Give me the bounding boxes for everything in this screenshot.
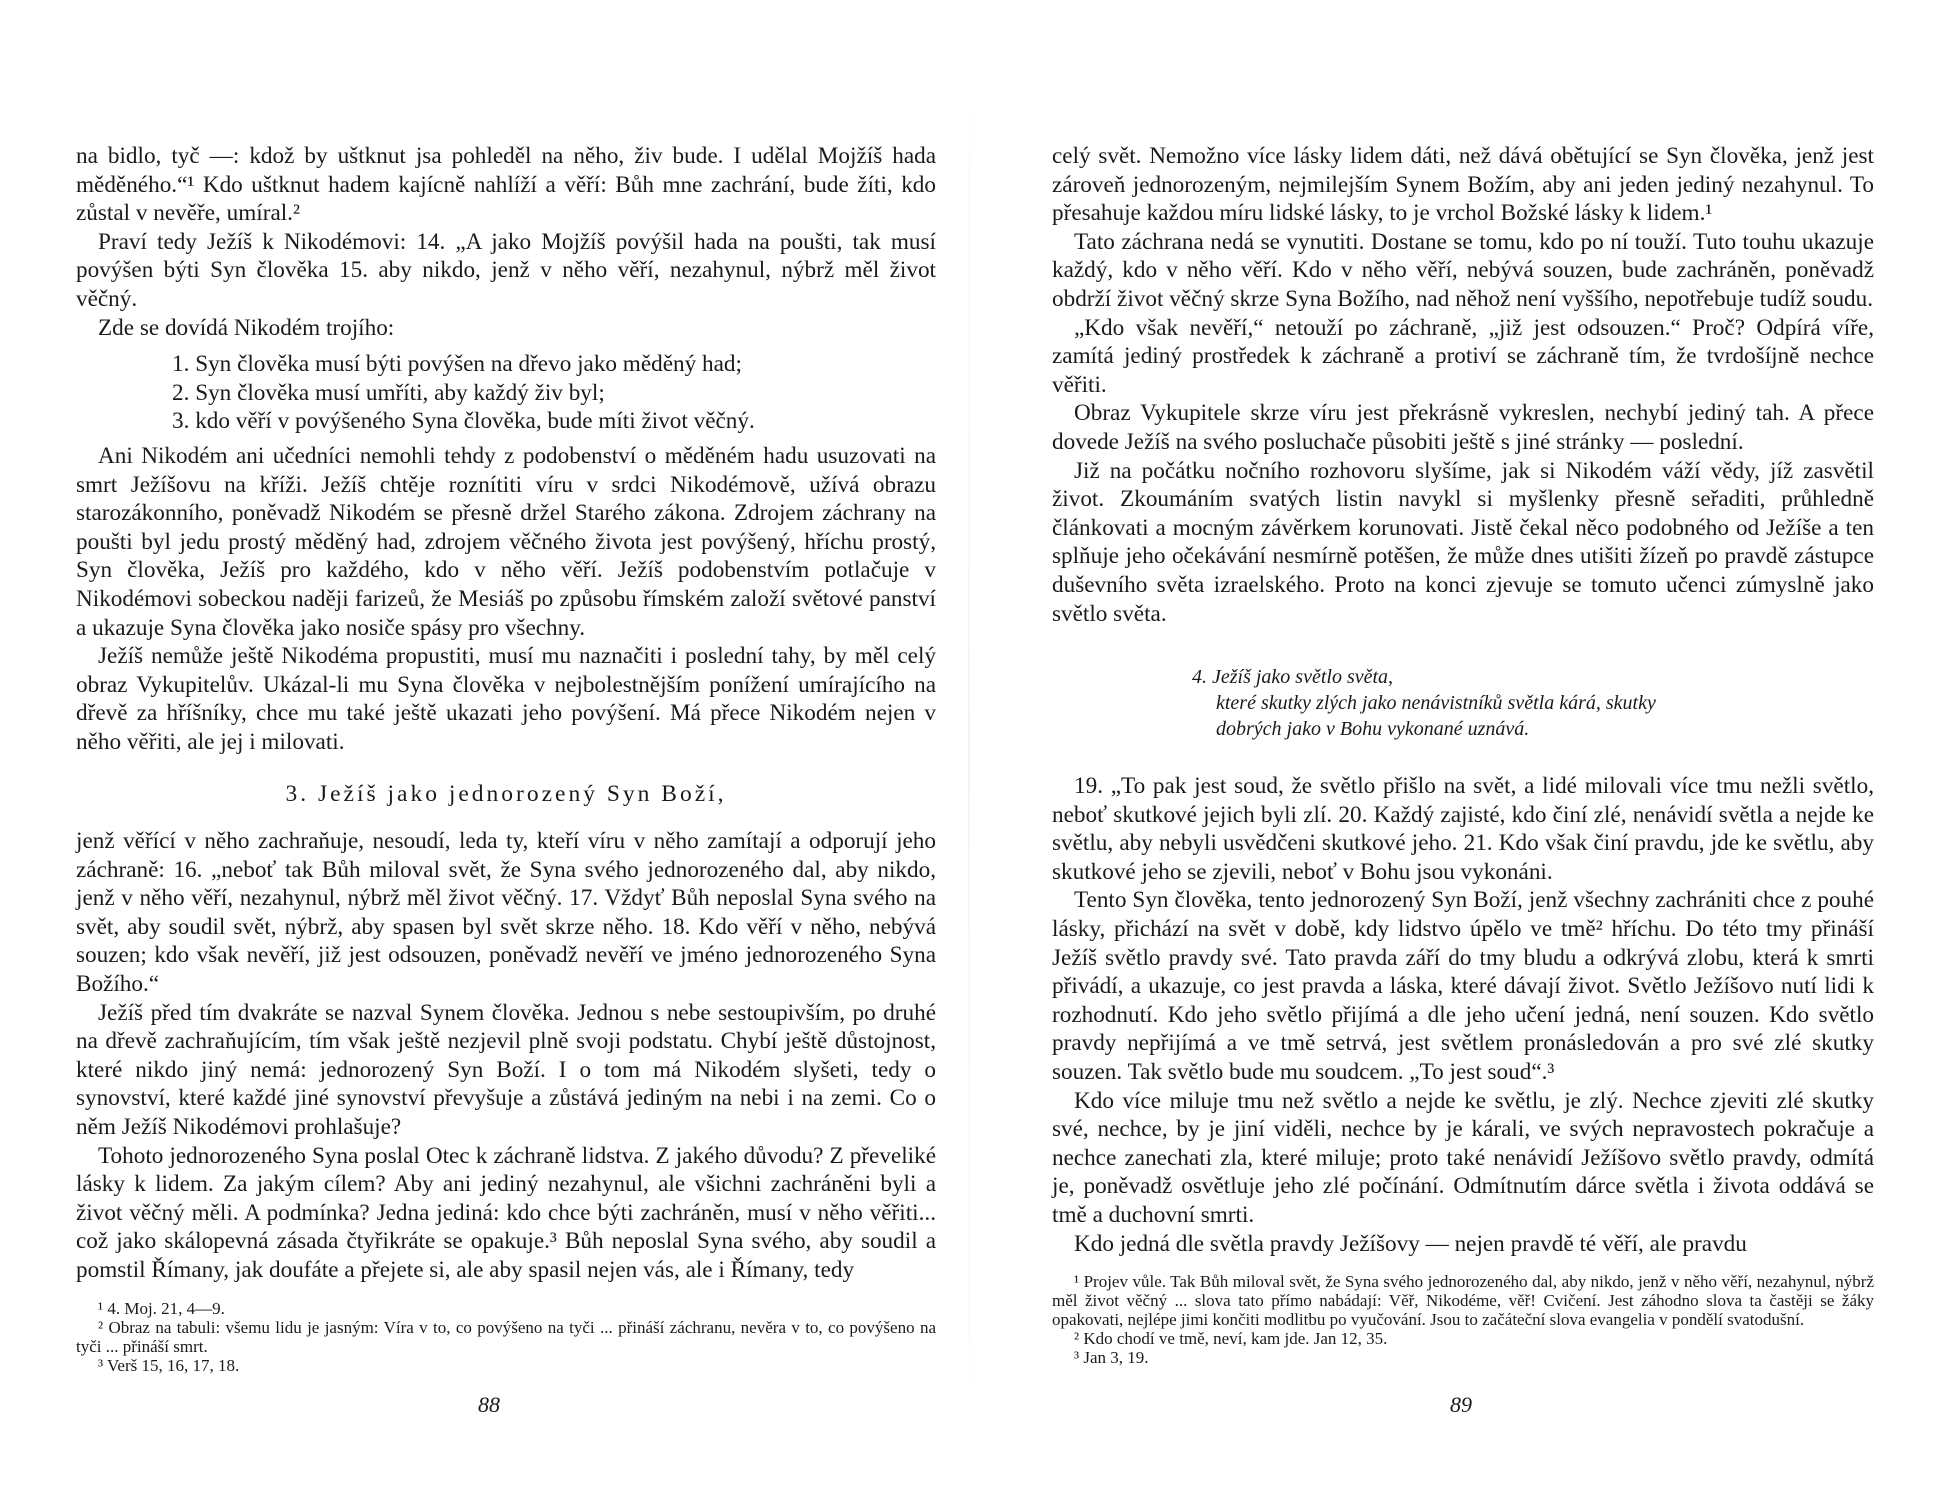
footnote: ¹ 4. Moj. 21, 4—9. bbox=[98, 1298, 225, 1318]
paragraph: Kdo jedná dle světla pravdy Ježíšovy — nejen pravdě té věří, ale pravdu bbox=[1074, 1230, 1747, 1257]
paragraph: Tohoto jednorozeného Syna poslal Otec k záchraně lidstva. Z jakého důvodu? Z převeliké lásky k lidem. Za jakým cílem? Aby ani jediný nezahynul, ale všichni zachráněni byli a život věčný měli. A podmínka? Jedna jediná: kdo chce býti zachráněn, musí v něho věřiti... což jako skálopevná zásada čtyřikráte se opakuje.³ Bůh neposlal Syna svého, aby soudil a pomstil Římany, jak doufáte a přejete si, ale aby spasil nejen vás, ale i Římany, tedy bbox=[76, 1142, 936, 1283]
paragraph: Tento Syn člověka, tento jednorozený Syn Boží, jenž všechny zachrániti chce z pouhé lásky, přichází na svět v době, kdy lidstvo úpělo ve tmě² hříchu. Do této tmy přináší Ježíš světlo pravdy své. Tato pravda září do tmy bludu a odkrývá zlobu, která k smrti přivádí, a ukazuje, co jest pravda a láska, které dávají život. Světlo Ježíšovo nutí lidi k rozhodnutí. Kdo jeho světlo přijímá a dle jeho učení jedná, není souzen. Kdo světlo pravdy nepřijímá a ve tmě setrvá, jest světlem pronásledován a pro své zlé skutky souzen. Tak světlo bude mu soudcem. „To jest soud“.³ bbox=[1052, 887, 1874, 1086]
list-item: 1. Syn člověka musí býti povýšen na dřevo jako měděný had; bbox=[172, 351, 742, 378]
paragraph: Praví tedy Ježíš k Nikodémovi: 14. „A jako Mojžíš povýšil hada na poušti, tak musí povýšen býti Syn člověka 15. aby nikdo, jenž v něho věří, nezahynul, nýbrž měl život věčný. bbox=[76, 228, 936, 312]
paragraph: Zde se dovídá Nikodém trojího: bbox=[98, 314, 395, 341]
paragraph: Kdo více miluje tmu než světlo a nejde ke světlu, je zlý. Nechce zjeviti zlé skutky své, nechce, by je jiní viděli, nechce by je kárali, ve svých nepravostech pokračuje a nechce zanechati zla, které miluje; proto také nenávidí Ježíšovo světlo pravdy, odmítá je, poněvadž osvětluje jeho zlé počínání. Odmítnutím dárce světla i života oddává se tmě a duchovní smrti. bbox=[1052, 1087, 1874, 1228]
list-item: 3. kdo věří v povýšeného Syna člověka, bude míti život věčný. bbox=[172, 408, 755, 435]
left-page bbox=[76, 142, 936, 1375]
right-page bbox=[1052, 142, 1874, 1367]
paragraph: 19. „To pak jest soud, že světlo přišlo na svět, a lidé milovali více tmu nežli světlo, neboť skutkové jejich byli zlí. 20. Každý zajisté, kdo činí zlé, nenávidí světla a nejde ke světlu, aby nebyli usvědčeni skutkové jeho. 21. Kdo však činí pravdu, jde ke světlu, aby skutkové jeho se zjevili, neboť v Bohu jsou vykonáni. bbox=[1052, 773, 1874, 885]
paragraph: Ježíš nemůže ještě Nikodéma propustiti, musí mu naznačiti i poslední tahy, by měl celý obraz Vykupitelův. Ukázal-li mu Syna člověka v nejbolestnějším ponížení umírajícího na dřevě za hříšníky, chce mu také ještě ukazati jeho povýšení. Má přece Nikodém nejen v něho věřiti, ale jej i milovati. bbox=[76, 643, 936, 755]
page-number: 88 bbox=[478, 1392, 500, 1417]
section-heading-line: dobrých jako v Bohu vykonané uznává. bbox=[1216, 718, 1530, 741]
page-number: 89 bbox=[1450, 1392, 1472, 1417]
footnotes bbox=[1052, 1272, 1874, 1367]
paragraph: „Kdo však nevěří,“ netouží po záchraně, „již jest odsouzen.“ Proč? Odpírá víře, zamítá jediný prostředek k záchraně a protiví se záchraně tím, že tvrdošíjně nechce věřiti. bbox=[1052, 314, 1874, 398]
paragraph: jenž věřící v něho zachraňuje, nesoudí, leda ty, kteří víru v něho zamítají a odporují jeho záchraně: 16. „neboť tak Bůh miloval svět, že Syna svého jednorozeného dal, aby nikdo, jenž v něho věří, nezahynul, nýbrž měl život věčný. 17. Vždyť Bůh neposlal Syna svého na svět, aby soudil svět, nýbrž, aby spasen byl svět skrze něho. 18. Kdo věří v něho, nebývá souzen; kdo však nevěří, již jest odsouzen, poněvadž nevěří ve jméno jednorozeného Syna Božího.“ bbox=[76, 828, 936, 998]
section-heading: 3. Ježíš jako jednorozený Syn Boží, bbox=[285, 781, 727, 808]
paragraph: na bidlo, tyč —: kdož by uštknut jsa pohleděl na něho, živ bude. I udělal Mojžíš hada měděného.“¹ Kdo uštknut hadem kajícně nahlíží a věří: Bůh mne zachrání, bude žíti, kdo zůstal v nevěře, umíral.² bbox=[76, 143, 936, 227]
section-heading bbox=[1192, 664, 1874, 742]
footnote: ² Obraz na tabuli: všemu lidu je jasným: Víra v to, co povýšeno na tyči ... přináší záchranu, nevěra v to, co povýšeno na tyči ... přináší smrt. bbox=[76, 1317, 936, 1356]
footnote: ¹ Projev vůle. Tak Bůh miloval svět, že Syna svého jednorozeného dal, aby nikdo, jenž v něho věří, nezahynul, nýbrž měl život věčný ... slova tato přímo nabádají: Věř, Nikodéme, věř! Cvičení. Jest záhodno slova ta častěji se žáky opakovati, nejlépe jimi končiti modlitbu po vyučování. Jsou to začáteční slova evangelia v pondělí svatodušní. bbox=[1052, 1272, 1874, 1330]
footnote: ³ Verš 15, 16, 17, 18. bbox=[98, 1355, 240, 1375]
section-heading-line: 4. Ježíš jako světlo světa, bbox=[1192, 666, 1394, 689]
paragraph: Tato záchrana nedá se vynutiti. Dostane se tomu, kdo po ní touží. Tuto touhu ukazuje každý, kdo v něho věří. Kdo v něho věří, nebývá souzen, bude zachráněn, poněvadž obdrží život věčný skrze Syna Božího, nad něhož není vyššího, nepotřebuje tudíž soudu. bbox=[1052, 228, 1874, 312]
paragraph: Již na počátku nočního rozhovoru slyšíme, jak si Nikodém váží vědy, jíž zasvětil život. Zkoumáním svatých listin navykl si myšlenky přesně seřaditi, průhledně článkovati a mocným závěrkem korunovati. Jistě čekal něco podobného od Ježíše a ten splňuje jeho očekávání nesmírně potěšen, že může dnes utišiti žízeň po pravdě zástupce duševního světa izraelského. Proto na konci zjevuje se tomuto učenci zúmyslně jako světlo světa. bbox=[1052, 457, 1874, 627]
list-item: 2. Syn člověka musí umříti, aby každý živ byl; bbox=[172, 379, 605, 406]
footnotes bbox=[76, 1299, 936, 1375]
footnote: ² Kdo chodí ve tmě, neví, kam jde. Jan 12, 35. bbox=[1074, 1329, 1388, 1349]
section-heading-line: které skutky zlých jako nenávistníků světla kárá, skutky bbox=[1216, 692, 1656, 715]
numbered-list bbox=[76, 350, 936, 436]
paragraph: Ani Nikodém ani učedníci nemohli tehdy z podobenství o měděném hadu usuzovati na smrt Ježíšovu na kříži. Ježíš chtěje roznítiti víru v srdci Nikodémově, užívá obrazu starozákonního, poněvadž Nikodém se přesně držel Starého zákona. Zdrojem záchrany na poušti byl jedu prostý měděný had, zdrojem věčného života jest povýšený, hříchu prostý, Syn člověka, Ježíš pro každého, kdo v něho věří. Ježíš podobenstvím potlačuje v Nikodémovi sobeckou naději farizeů, že Mesiáš po způsobu římském založí světové panství a ukazuje Syna člověka jako nosiče spásy pro všechny. bbox=[76, 442, 936, 641]
paragraph: Obraz Vykupitele skrze víru jest překrásně vykreslen, nechybí jediný tah. A přece dovede Ježíš na svého posluchače působiti ještě s jiné stránky — poslední. bbox=[1052, 400, 1874, 455]
footnote: ³ Jan 3, 19. bbox=[1074, 1348, 1149, 1368]
paragraph: Ježíš před tím dvakráte se nazval Synem člověka. Jednou s nebe sestoupivším, po druhé na dřevě zachraňujícím, tím však ještě nezjevil plně svoji podstatu. Chybí ještě důstojnost, které nikdo jiný nemá: jednorozený Syn Boží. I o tom má Nikodém slyšeti, tedy o synovství, které každé jiné synovství převyšuje a zůstává jediným na nebi i na zemi. Co o něm Ježíš Nikodémovi prohlašuje? bbox=[76, 999, 936, 1140]
paragraph: celý svět. Nemožno více lásky lidem dáti, než dává obětující se Syn člověka, jenž jest zároveň jednorozeným, nejmilejším Synem Božím, aby ani jeden jediný nezahynul. To přesahuje každou míru lidské lásky, to je vrchol Božské lásky k lidem.¹ bbox=[1052, 143, 1874, 227]
book-gutter bbox=[968, 0, 970, 1500]
